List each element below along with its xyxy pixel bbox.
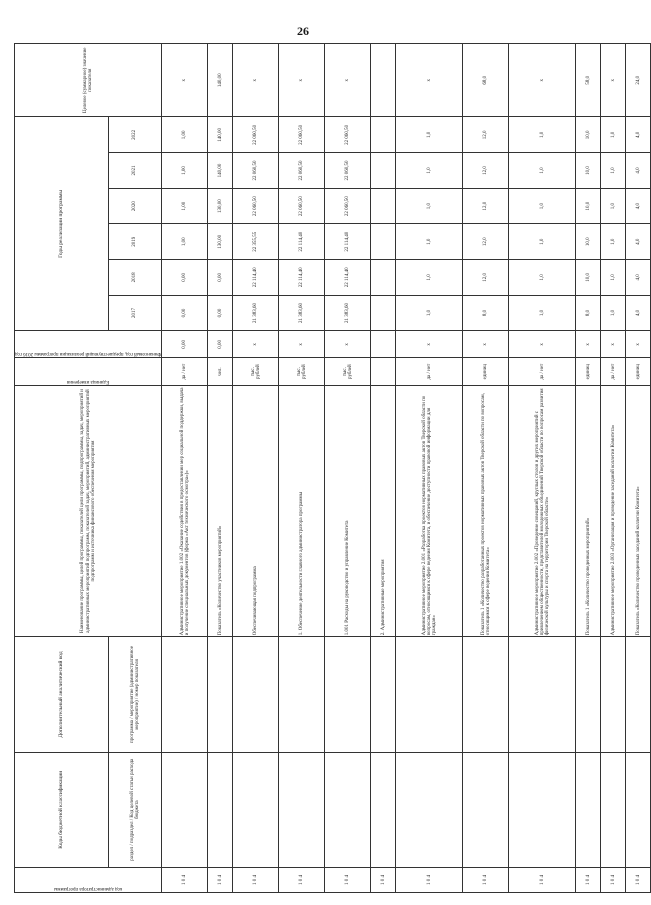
row-analytic-detail — [208, 637, 233, 752]
row-year-value: 4,0 — [626, 153, 651, 189]
row-analytic-detail — [233, 637, 279, 752]
row-code-detail — [279, 752, 325, 867]
row-code-detail — [371, 752, 396, 867]
table-row — [509, 44, 576, 893]
row-year-value: 0,00 — [208, 295, 233, 331]
row-name: 2. Административные мероприятия — [371, 385, 396, 637]
row-year-value: 1,0 — [509, 224, 576, 260]
table-row — [601, 44, 626, 893]
row-year-value: 21 383,60 — [233, 295, 279, 331]
row-code-detail — [463, 752, 509, 867]
row-year-value: 12,0 — [463, 224, 509, 260]
row-analytic-detail — [626, 637, 651, 752]
row-name: Административное мероприятие 1.002 «Оказание содействия в предоставлении мер социальной поддержки, выдача и получение специальных документов (форма «Акт технического осмотра»)» — [162, 385, 208, 637]
row-prev-value: х — [509, 331, 576, 358]
program-table — [14, 43, 651, 893]
row-prev-value: х — [576, 331, 601, 358]
row-year-value: 1,0 — [509, 260, 576, 296]
row-name: Показатель 1 «Количество разработанных проектов нормативных правовых актов Тверской области по вопросам, относящимся к сфере ведения Комитета» — [463, 385, 509, 637]
row-prev-value: х — [279, 331, 325, 358]
table-row — [279, 44, 325, 893]
row-code: 1 0 4 — [601, 867, 626, 892]
row-name: Показатель 1 «Количество проведенных мероприятий» — [576, 385, 601, 637]
row-final-value: х — [325, 44, 371, 118]
row-final-value: 140,00 — [208, 44, 233, 118]
page-number: 26 — [297, 24, 309, 38]
row-code: 1 0 4 — [162, 867, 208, 892]
row-year-value: 22 114,40 — [279, 260, 325, 296]
row-final-value: х — [396, 44, 463, 118]
row-code: 1 0 4 — [233, 867, 279, 892]
row-year-value: 1,00 — [162, 188, 208, 224]
row-analytic-detail — [371, 637, 396, 752]
row-year-value: 4,0 — [626, 260, 651, 296]
row-unit — [371, 358, 396, 385]
row-year-value: 22 114,40 — [279, 224, 325, 260]
row-year-value: 1,0 — [601, 188, 626, 224]
row-year-value: 1,0 — [396, 260, 463, 296]
row-final-value: 68,0 — [463, 44, 509, 118]
header-year-2021: 2021 — [108, 153, 162, 189]
table-body — [162, 44, 651, 893]
row-analytic-detail — [162, 637, 208, 752]
row-unit: да / нет — [601, 358, 626, 385]
row-prev-value: х — [601, 331, 626, 358]
row-code-detail — [601, 752, 626, 867]
row-prev-value — [371, 331, 396, 358]
row-final-value: х — [162, 44, 208, 118]
row-code-detail — [396, 752, 463, 867]
row-year-value: 8,0 — [463, 295, 509, 331]
row-year-value: 22 114,40 — [325, 224, 371, 260]
row-final-value: х — [601, 44, 626, 118]
row-year-value: 22 355,55 — [233, 224, 279, 260]
header-admin-code: код администратора программы — [15, 867, 162, 892]
table-row — [233, 44, 279, 893]
row-final-value: х — [279, 44, 325, 118]
row-year-value: 10,0 — [576, 117, 601, 153]
row-analytic-detail — [601, 637, 626, 752]
header-years-group: Годы реализации программы — [15, 117, 109, 331]
table-row — [396, 44, 463, 893]
row-final-value: 24,0 — [626, 44, 651, 118]
row-name: Административное мероприятие 2.003 «Организация и проведение заседаний коллегии Комитета» — [601, 385, 626, 637]
row-year-value — [371, 188, 396, 224]
row-code: 1 0 4 — [509, 867, 576, 892]
row-year-value: 1,00 — [162, 153, 208, 189]
row-year-value: 1,0 — [601, 224, 626, 260]
row-year-value: 1,0 — [601, 260, 626, 296]
row-code: 1 0 4 — [371, 867, 396, 892]
table-row — [626, 44, 651, 893]
row-prev-value: х — [325, 331, 371, 358]
row-prev-value: х — [396, 331, 463, 358]
header-code-group: Коды бюджетной классификации — [15, 752, 109, 867]
row-year-value: 1,0 — [509, 117, 576, 153]
row-code: 1 0 4 — [463, 867, 509, 892]
row-year-value: 12,0 — [463, 188, 509, 224]
row-code-detail — [233, 752, 279, 867]
row-code-detail — [576, 752, 601, 867]
row-year-value: 1,0 — [601, 117, 626, 153]
row-unit: да / нет — [162, 358, 208, 385]
row-year-value — [371, 117, 396, 153]
row-year-value: 130,00 — [208, 224, 233, 260]
row-final-value: х — [233, 44, 279, 118]
row-year-value — [371, 153, 396, 189]
table-row — [371, 44, 396, 893]
row-prev-value: 0,00 — [208, 331, 233, 358]
header-analytic-subcols: программа / мероприятие (административное мероприятие) / номер показателя — [108, 637, 162, 752]
row-analytic-detail — [509, 637, 576, 752]
row-year-value: 140,00 — [208, 153, 233, 189]
row-code-detail — [325, 752, 371, 867]
row-name: 1.001 Расходы на руководство и управление Комитета — [325, 385, 371, 637]
row-code-detail — [208, 752, 233, 867]
row-year-value: 1,0 — [601, 295, 626, 331]
row-year-value: 22 060,50 — [325, 117, 371, 153]
row-year-value: 21 383,60 — [325, 295, 371, 331]
row-name: Показатель «Количество проведенных заседаний коллегии Комитета» — [626, 385, 651, 637]
header-year-2019: 2019 — [108, 224, 162, 260]
row-year-value: 130,00 — [208, 188, 233, 224]
row-prev-value: х — [463, 331, 509, 358]
row-analytic-detail — [576, 637, 601, 752]
row-year-value: 4,0 — [626, 295, 651, 331]
row-year-value: 22 060,50 — [279, 153, 325, 189]
row-final-value: 58,0 — [576, 44, 601, 118]
row-code: 1 0 4 — [208, 867, 233, 892]
row-year-value: 22 060,50 — [233, 117, 279, 153]
row-year-value — [371, 260, 396, 296]
row-year-value: 1,0 — [396, 295, 463, 331]
row-name: Обеспечивающая подпрограмма — [233, 385, 279, 637]
row-name: 1. Обеспечение деятельности главного администратора программы — [279, 385, 325, 637]
row-prev-value: х — [626, 331, 651, 358]
row-year-value: 1,0 — [509, 188, 576, 224]
row-year-value: 22 060,50 — [325, 188, 371, 224]
row-unit: единиц — [463, 358, 509, 385]
row-year-value: 1,0 — [509, 153, 576, 189]
row-analytic-detail — [396, 637, 463, 752]
header-year-2022: 2022 — [108, 117, 162, 153]
row-code: 1 0 4 — [279, 867, 325, 892]
row-unit: тыс. рублей — [233, 358, 279, 385]
table-row — [463, 44, 509, 893]
header-name-column: Наименование программы, целей программы, показателей цели программы, подпрограммы, задач, мероприятий и административных мероприятий подпрограмм, показателей задач, мероприятий, административных мероприятий подпрограмм и источника финансового обеспечения мероприятия — [15, 385, 162, 637]
row-unit: единиц — [576, 358, 601, 385]
row-year-value: 10,0 — [576, 260, 601, 296]
row-analytic-detail — [325, 637, 371, 752]
row-year-value: 12,0 — [463, 153, 509, 189]
row-year-value: 1,00 — [162, 117, 208, 153]
row-analytic-detail — [279, 637, 325, 752]
row-year-value: 12,0 — [463, 117, 509, 153]
row-final-value — [371, 44, 396, 118]
row-year-value: 0,00 — [162, 295, 208, 331]
table-row — [162, 44, 208, 893]
row-year-value: 12,0 — [463, 260, 509, 296]
row-year-value: 4,0 — [626, 224, 651, 260]
row-year-value: 1,0 — [396, 188, 463, 224]
row-year-value: 22 114,40 — [233, 260, 279, 296]
row-code-detail — [162, 752, 208, 867]
row-year-value: 10,0 — [576, 224, 601, 260]
row-unit: да / нет — [396, 358, 463, 385]
row-year-value: 1,0 — [396, 153, 463, 189]
row-unit: тыс. рублей — [279, 358, 325, 385]
row-name: Административное мероприятие 2.002 «Проведение совещаний, круглых столов и других мероприятий с привлечением общественности, представителей молодежных объединений Тверской области по вопросам развития физической культуры и спорта на территории Тверской области» — [509, 385, 576, 637]
row-year-value: 1,0 — [396, 224, 463, 260]
row-name: Административное мероприятие 2.001 «Разработка проектов нормативных правовых актов Тверской области по вопросам, относящимся к сфере ведения Комитета, и обеспечение доступности правовой информации для граждан» — [396, 385, 463, 637]
header-final-value: Целевое (суммарное) значение показателя — [15, 44, 162, 118]
row-code-detail — [626, 752, 651, 867]
row-year-value: 22 060,50 — [325, 153, 371, 189]
row-year-value — [371, 224, 396, 260]
header-year-2020: 2020 — [108, 188, 162, 224]
header-code-subcols: раздел / подраздел / Код целевой статьи расхода бюджета — [108, 752, 162, 867]
program-table-sheet — [14, 43, 641, 893]
row-year-value: 4,0 — [626, 188, 651, 224]
row-year-value: 1,0 — [509, 295, 576, 331]
row-year-value: 22 060,50 — [233, 188, 279, 224]
row-unit: чел. — [208, 358, 233, 385]
row-year-value: 22 060,50 — [279, 188, 325, 224]
row-code: 1 0 4 — [325, 867, 371, 892]
row-year-value: 1,0 — [396, 117, 463, 153]
header-year-2017: 2017 — [108, 295, 162, 331]
table-row — [325, 44, 371, 893]
row-unit: единиц — [626, 358, 651, 385]
row-code: 1 0 4 — [576, 867, 601, 892]
header-prev-value: Финансовый год, предшествующий реализации программы 2016 год — [15, 331, 162, 358]
row-year-value: 4,0 — [626, 117, 651, 153]
row-year-value: 0,00 — [162, 260, 208, 296]
header-analytic-group: Дополнительный аналитический код — [15, 637, 109, 752]
table-row — [576, 44, 601, 893]
row-year-value: 1,00 — [162, 224, 208, 260]
row-final-value: х — [509, 44, 576, 118]
row-year-value: 10,0 — [576, 188, 601, 224]
header-unit: Единица измерения — [15, 358, 162, 385]
row-year-value: 22 060,50 — [233, 153, 279, 189]
row-name: Показатель «Количество участников мероприятий» — [208, 385, 233, 637]
row-unit: тыс. рублей — [325, 358, 371, 385]
row-prev-value: 0,00 — [162, 331, 208, 358]
row-year-value: 22 114,40 — [325, 260, 371, 296]
row-prev-value: х — [233, 331, 279, 358]
row-year-value: 21 383,60 — [279, 295, 325, 331]
row-year-value — [371, 295, 396, 331]
row-analytic-detail — [463, 637, 509, 752]
row-year-value: 140,00 — [208, 117, 233, 153]
row-code-detail — [509, 752, 576, 867]
row-year-value: 8,0 — [576, 295, 601, 331]
row-year-value: 0,00 — [208, 260, 233, 296]
table-row — [208, 44, 233, 893]
header-year-2018: 2018 — [108, 260, 162, 296]
row-year-value: 22 060,50 — [279, 117, 325, 153]
row-unit: да / нет — [509, 358, 576, 385]
row-code: 1 0 4 — [396, 867, 463, 892]
row-code: 1 0 4 — [626, 867, 651, 892]
row-year-value: 1,0 — [601, 153, 626, 189]
row-year-value: 10,0 — [576, 153, 601, 189]
